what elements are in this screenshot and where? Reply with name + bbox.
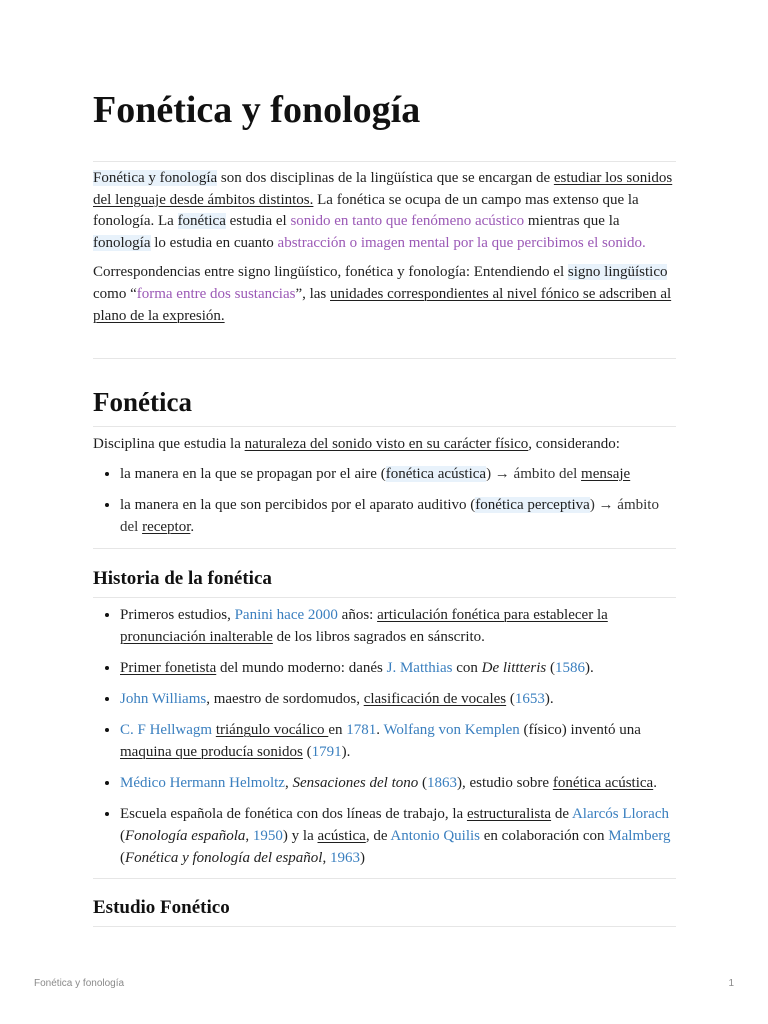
underlined-phrase: estructuralista [466,806,552,823]
work-title: Sensaciones del tono [292,775,419,792]
intro-section [93,168,676,327]
intro-paragraph-1: Fonética y fonología son dos disciplinas de la lingüística que se encargan de estudiar los sonidos del lenguaje desde ámbitos distintos. La fonética se ocupa de un campo mas extenso que la fonología. La fonética estudia el sonido en tanto que fenómeno acústico mientras que la fonología lo estudia en cuanto abstracción o imagen mental por la que percibimos el sonido. [93,170,673,252]
term-highlight: fonología [93,235,151,252]
underlined-phrase: clasificación de vocales [363,691,507,708]
list-item: • C. F Hellwagm triángulo vocálico en 1781. Wolfang von Kemplen (físico) inventó una maquina que producía sonidos (1791). [120,720,676,763]
reference-link[interactable]: C. F Hellwagm [120,722,213,739]
underlined-phrase: maquina que producía sonidos [120,744,303,761]
underlined-phrase: acústica [317,828,366,845]
divider [93,878,676,879]
underlined-phrase: naturaleza del sonido visto en su carácter físico [244,436,529,452]
reference-link[interactable]: Malmberg [608,828,671,845]
divider [93,358,676,359]
divider [93,161,676,162]
reference-link[interactable]: Panini hace 2000 [234,607,338,623]
list-item: • Primeros estudios, Panini hace 2000 años: articulación fonética para establecer la pronunciación inalterable de los libros sagrados en sánscrito. [120,605,676,648]
fonetica-description: Disciplina que estudia la naturaleza del sonido visto en su carácter físico, considerando: [93,436,620,452]
work-title: De littteris [481,659,547,676]
work-title: Fonología española [125,828,246,845]
term-highlight: Fonética y fonología [93,170,218,186]
fonetica-list [93,464,676,539]
reference-link[interactable]: Wolfang von Kemplen [383,722,520,739]
reference-link[interactable]: John Williams [120,691,207,708]
section-heading-fonetica: Fonética [93,387,192,417]
underlined-phrase: estudiar los sonidos del lenguaje desde ámbitos distintos. [93,170,673,208]
historia-list [93,605,676,870]
footer-document-title: Fonética y fonología [34,978,125,989]
reference-link[interactable]: 1653 [514,691,545,708]
reference-link[interactable]: 1781 [346,722,377,739]
reference-link[interactable]: 1963 [329,849,360,866]
divider [93,926,676,927]
section-heading-historia: Historia de la fonética [93,568,272,589]
underlined-phrase: triángulo vocálico [215,722,329,739]
reference-link[interactable]: 1791 [311,744,342,761]
list-item: • la manera en la que son percibidos por el aparato auditivo (fonética perceptiva) → ámbito del receptor. [120,495,676,538]
list-item: • John Williams, maestro de sordomudos, clasificación de vocales (1653). [120,689,676,711]
term-highlight: fonética perceptiva [475,496,590,513]
fonetica-section [93,434,676,548]
divider [93,548,676,549]
work-title: Fonética y fonología del español [125,849,323,866]
purple-phrase: abstracción o imagen mental por la que percibimos el sonido. [277,235,646,252]
reference-link[interactable]: Antonio Quilis [390,828,480,845]
list-item: • la manera en la que se propagan por el aire (fonética acústica) → ámbito del mensaje [120,464,676,486]
historia-section [93,605,676,879]
underlined-phrase: mensaje [581,465,631,482]
list-item: • Médico Hermann Helmoltz, Sensaciones del tono (1863), estudio sobre fonética acústica. [120,773,676,795]
underlined-phrase: articulación fonética para establecer la pronunciación inalterable [120,607,608,645]
divider [93,426,676,427]
reference-link[interactable]: Alarcós Llorach [571,806,669,823]
term-highlight: fonética [177,213,226,230]
page-title: Fonética y fonología [93,89,421,131]
reference-link[interactable]: 1863 [427,775,458,792]
reference-link[interactable]: J. Matthias [386,659,453,676]
underlined-phrase: receptor [142,518,191,535]
underlined-phrase: unidades correspondientes al nivel fónico se adscriben al plano de la expresión. [93,286,672,324]
divider [93,597,676,598]
reference-link[interactable]: Médico Hermann Helmoltz [120,775,285,792]
purple-phrase: sonido en tanto que fenómeno acústico [290,213,525,230]
underlined-phrase: fonética acústica [552,775,654,792]
term-highlight: fonética acústica [385,465,487,482]
footer-page-number: 1 [728,978,734,989]
list-item: • Primer fonetista del mundo moderno: danés J. Matthias con De littteris (1586). [120,658,676,680]
section-heading-estudio: Estudio Fonético [93,897,230,918]
purple-phrase: forma entre dos sustancias [136,286,296,303]
list-item: • Escuela española de fonética con dos líneas de trabajo, la estructuralista de Alarcós Llorach (Fonología española, 1950) y la acústica, de Antonio Quilis en colaboración con Malmberg (Fonética y fonología del español, 1963) [120,804,676,869]
intro-paragraph-2: Correspondencias entre signo lingüístico, fonética y fonología: Entendiendo el signo lingüístico como “forma entre dos sustancias”, las unidades correspondientes al nivel fónico se adscriben al plano de la expresión. [93,264,672,324]
reference-link[interactable]: 1586 [554,659,585,676]
term-highlight: signo lingüístico [567,264,668,281]
reference-link[interactable]: 1950 [252,828,283,845]
underlined-phrase: Primer fonetista [120,659,217,676]
